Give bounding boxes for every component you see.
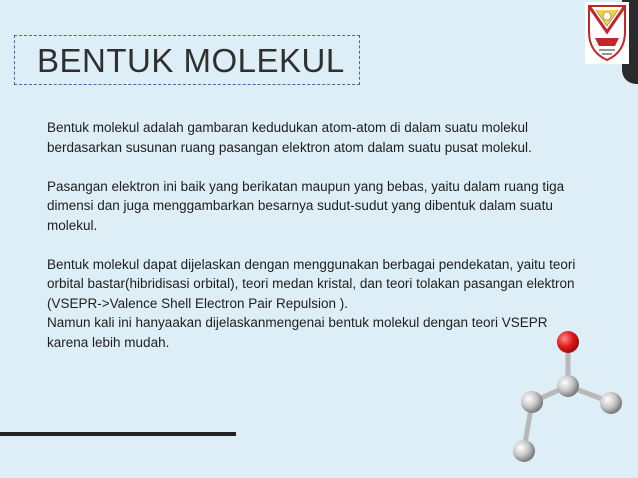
paragraph-definition: Bentuk molekul adalah gambaran kedudukan atom-atom di dalam suatu molekul berdasarkan susunan ruang pasangan elektron atom dalam suatu pusat molekul. (47, 120, 532, 155)
body-text (47, 118, 577, 352)
molecule-model-icon (500, 322, 638, 478)
title-box (14, 35, 360, 85)
paragraph-vsepr-note: Namun kali ini hanyaakan dijelaskanmengenai bentuk molekul dengan teori VSEPR karena lebih mudah. (47, 315, 548, 350)
university-crest-icon (585, 2, 629, 64)
paragraph-electron-pairs: Pasangan elektron ini baik yang berikatan maupun yang bebas, yaitu dalam ruang tiga dimensi dan juga menggambarkan besarnya sudut-sudut yang dibentuk dalam suatu molekul. (47, 178, 565, 233)
bottom-divider (0, 432, 236, 436)
page-title: BENTUK MOLEKUL (37, 42, 345, 79)
paragraph-approaches: Bentuk molekul dapat dijelaskan dengan menggunakan berbagai pendekatan, yaitu teori orbital bastar(hibridisasi orbital), teori medan kristal, dan teori tolakan pasangan elektron (VSEPR->Valence Shell Electron Pair Repulsion ). (47, 256, 576, 311)
